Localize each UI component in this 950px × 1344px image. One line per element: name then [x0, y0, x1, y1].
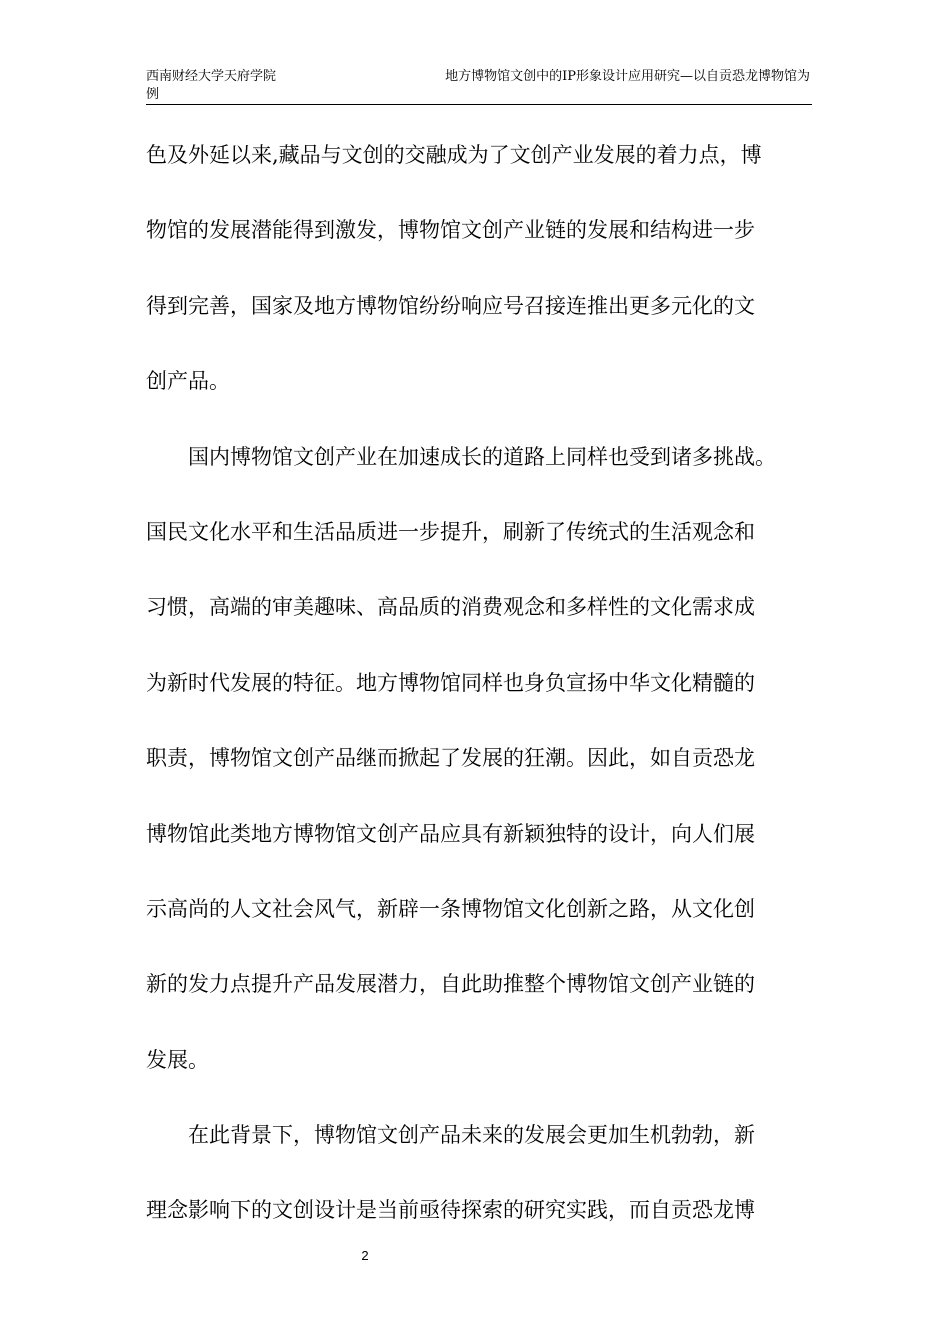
text-line: 创产品。 — [146, 369, 230, 394]
text-line: 示高尚的人文社会风气，新辟一条博物馆文化创新之路，从文化创 — [146, 896, 755, 921]
header-thesis-title: 地方博物馆文创中的IP形象设计应用研究—以自贡恐龙博物馆为 — [445, 69, 810, 84]
text-line: 习惯，高端的审美趣味、高品质的消费观念和多样性的文化需求成 — [146, 595, 755, 620]
header-thesis-title-continued: 例 — [146, 87, 160, 102]
header-institution: 西南财经大学天府学院 — [146, 69, 277, 84]
text-line: 职责，博物馆文创产品继而掀起了发展的狂潮。因此，如自贡恐龙 — [146, 746, 755, 771]
text-line: 国民文化水平和生活品质进一步提升，刷新了传统式的生活观念和 — [146, 519, 755, 544]
paragraph-first-line: 国内博物馆文创产业在加速成长的道路上同样也受到诸多挑战。 — [188, 444, 776, 469]
text-line: 发展。 — [146, 1047, 209, 1072]
paragraph-first-line: 在此背景下，博物馆文创产品未来的发展会更加生机勃勃，新 — [188, 1123, 755, 1148]
text-line: 新的发力点提升产品发展潜力，自此助推整个博物馆文创产业链的 — [146, 972, 755, 997]
page-number: 2 — [361, 1248, 369, 1263]
text-line: 物馆的发展潜能得到激发，博物馆文创产业链的发展和结构进一步 — [146, 218, 755, 243]
text-line: 理念影响下的文创设计是当前亟待探索的研究实践，而自贡恐龙博 — [146, 1198, 755, 1223]
text-line: 得到完善，国家及地方博物馆纷纷响应号召接连推出更多元化的文 — [146, 293, 755, 318]
text-line: 为新时代发展的特征。地方博物馆同样也身负宣扬中华文化精髓的 — [146, 670, 755, 695]
body-text — [146, 132, 812, 1263]
text-line: 博物馆此类地方博物馆文创产品应具有新颖独特的设计，向人们展 — [146, 821, 755, 846]
page-header — [146, 68, 812, 105]
text-line: 色及外延以来,藏品与文创的交融成为了文创产业发展的着力点，博 — [146, 143, 762, 167]
